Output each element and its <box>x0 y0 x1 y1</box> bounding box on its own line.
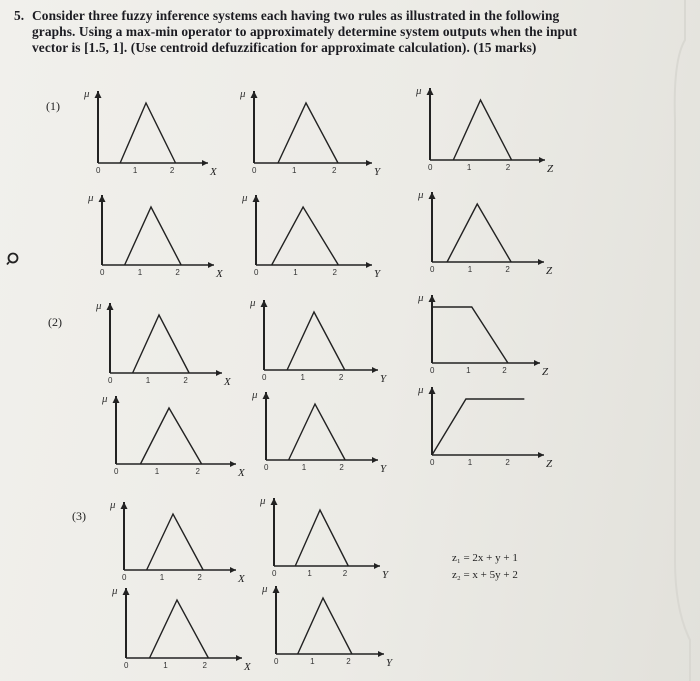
p3-r1-x-mu-label: μ <box>110 499 116 511</box>
p2-r1-z-membership-function <box>432 307 508 363</box>
p3-r2-x-membership-function <box>150 600 209 658</box>
p1-r2-x-mu-label: μ <box>88 192 94 204</box>
p3-r2-x-tick-1: 1 <box>163 661 168 670</box>
p1-r1-z-axis-label: Z <box>547 163 554 175</box>
question-line-3: vector is [1.5, 1]. (Use centroid defuzzification for approximate calculation). (15 marks) <box>32 40 537 55</box>
p1-r2-z-membership-function <box>447 204 511 262</box>
p1-r1-y-x-arrow <box>366 160 372 166</box>
p1-r2-y-tick-2: 2 <box>332 268 337 277</box>
p3-r1-y-membership-function <box>295 510 348 566</box>
p2-r2-x-y-arrow <box>113 396 120 403</box>
p1-r2-y-tick-1: 1 <box>293 268 298 277</box>
p1-r2-y-mu-label: μ <box>242 192 248 204</box>
p1-r1-y-axis-label: Y <box>374 166 381 178</box>
p3-r2-x-tick-2: 2 <box>202 661 207 670</box>
p2-r1-x-tick-1: 1 <box>145 376 151 385</box>
p3-r1-y-tick-1: 1 <box>307 569 312 578</box>
p2-r2-z-tick-2: 2 <box>505 458 510 467</box>
p1-r2-x-axis-label: X <box>216 268 223 280</box>
p1-r1-x-tick-0: 0 <box>96 166 101 175</box>
p1-r1-x-mu-label: μ <box>84 88 90 100</box>
p2-r1-y-tick-2: 2 <box>338 373 344 382</box>
p2-r2-x-tick-2: 2 <box>195 467 200 476</box>
p2-r1-x-tick-0: 0 <box>108 376 113 385</box>
p2-r1-y-y-arrow <box>261 300 268 307</box>
p2-r1-x-mu-label: μ <box>96 300 102 312</box>
p2-r2-x-membership-function <box>140 408 201 464</box>
p2-r2-y-tick-2: 2 <box>339 463 344 472</box>
p2-r2-z-tick-1: 1 <box>467 458 473 467</box>
p2-r2-x-axis-label: X <box>238 467 245 479</box>
p2-r1-y-tick-1: 1 <box>300 373 305 382</box>
p3-r2-x-axis-label: X <box>244 661 251 673</box>
p3-r1-x-tick-0: 0 <box>122 573 127 582</box>
p2-r2-z-tick-0: 0 <box>430 458 435 467</box>
p1-r1-x-axis-label: X <box>210 166 217 178</box>
p2-r1-x-axis-label: X <box>224 376 231 388</box>
p2-r1-x-membership-function <box>133 315 190 373</box>
p3-r2-x-tick-0: 0 <box>124 661 129 670</box>
p2-r1-z-tick-2: 2 <box>502 366 507 375</box>
p3-r1-x-membership-function <box>147 514 204 570</box>
p2-r1-z-x-arrow <box>534 360 540 366</box>
p2-r1-y-tick-0: 0 <box>262 373 267 382</box>
p1-r2-z-x-arrow <box>538 259 544 265</box>
p1-r2-y-tick-0: 0 <box>254 268 259 277</box>
p3-r2-y-axis-label: Y <box>386 657 393 669</box>
p1-r1-z-tick-1: 1 <box>466 163 472 172</box>
p2-r2-z-membership-function <box>432 399 524 455</box>
p2-r2-y-membership-function <box>289 404 346 460</box>
p1-r2-x-tick-2: 2 <box>175 268 180 277</box>
p1-r1-x-tick-2: 2 <box>169 166 175 175</box>
p3-r1-x-x-arrow <box>230 567 236 573</box>
p1-r2-z-axis-label: Z <box>546 265 553 277</box>
p1-r2-x-tick-1: 1 <box>137 268 143 277</box>
p2-r1-z-y-arrow <box>429 295 436 302</box>
p3-r2-x-x-arrow <box>236 655 242 661</box>
p2-r1-y-mu-label: μ <box>250 297 256 309</box>
p2-r1-x-y-arrow <box>107 303 114 310</box>
p1-r1-y-tick-2: 2 <box>332 166 337 175</box>
p2-r2-x-x-arrow <box>230 461 236 467</box>
p2-r2-x-mu-label: μ <box>102 393 108 405</box>
p3-r1-x-tick-1: 1 <box>159 573 165 582</box>
p1-r1-y-membership-function <box>278 103 338 163</box>
question-number: 5. <box>14 8 25 23</box>
p3-r2-y-tick-2: 2 <box>346 657 351 666</box>
p1-r1-z-tick-0: 0 <box>428 163 433 172</box>
p1-r2-y-y-arrow <box>253 195 260 202</box>
p2-r2-x-tick-1: 1 <box>154 467 160 476</box>
question-line-1: Consider three fuzzy inference systems each having two rules as illustrated in the following <box>32 8 560 23</box>
p3-r1-y-tick-2: 2 <box>342 569 348 578</box>
p1-r2-x-y-arrow <box>99 195 106 202</box>
p2-r2-z-mu-label: μ <box>418 384 424 396</box>
p2-r2-y-mu-label: μ <box>252 389 258 401</box>
formula-z2: z₂ = x + 5y + 2 <box>452 569 518 581</box>
p3-r1-y-y-arrow <box>271 498 278 505</box>
p3-r2-y-membership-function <box>298 598 352 654</box>
p3-r2-y-tick-0: 0 <box>274 657 279 666</box>
p2-r1-y-x-arrow <box>372 367 378 373</box>
p2-r2-y-axis-label: Y <box>380 463 387 475</box>
p2-r2-y-x-arrow <box>372 457 378 463</box>
part-label-1: (1) <box>46 99 60 113</box>
p2-r1-z-axis-label: Z <box>542 366 549 378</box>
p2-r1-z-tick-0: 0 <box>430 366 435 375</box>
question-line-2: graphs. Using a max-min operator to approximately determine system outputs when the input <box>32 24 578 39</box>
p1-r2-y-axis-label: Y <box>374 268 381 280</box>
p3-r2-x-mu-label: μ <box>112 585 118 597</box>
part-label-3: (3) <box>72 509 86 523</box>
p1-r2-x-membership-function <box>125 207 182 265</box>
p2-r1-y-axis-label: Y <box>380 373 387 385</box>
p2-r2-z-y-arrow <box>429 387 436 394</box>
p3-r1-y-x-arrow <box>374 563 380 569</box>
p2-r1-x-x-arrow <box>216 370 222 376</box>
p1-r2-y-x-arrow <box>366 262 372 268</box>
p1-r1-x-membership-function <box>120 103 175 163</box>
p1-r1-z-y-arrow <box>427 88 434 95</box>
p1-r1-z-tick-2: 2 <box>505 163 511 172</box>
p2-r2-x-tick-0: 0 <box>114 467 119 476</box>
p2-r2-y-y-arrow <box>263 392 270 399</box>
p3-r1-y-axis-label: Y <box>382 569 389 581</box>
p3-r2-y-x-arrow <box>378 651 384 657</box>
p1-r1-x-tick-1: 1 <box>132 166 138 175</box>
p2-r2-y-tick-1: 1 <box>301 463 307 472</box>
p1-r2-z-tick-1: 1 <box>467 265 473 274</box>
p1-r1-x-y-arrow <box>95 91 102 98</box>
p3-r1-x-y-arrow <box>121 502 128 509</box>
p1-r2-z-tick-0: 0 <box>430 265 435 274</box>
p2-r1-x-tick-2: 2 <box>183 376 188 385</box>
p2-r2-y-tick-0: 0 <box>264 463 269 472</box>
p2-r1-z-mu-label: μ <box>418 292 424 304</box>
p3-r1-y-mu-label: μ <box>260 495 266 507</box>
p2-r2-z-x-arrow <box>538 452 544 458</box>
p1-r1-x-x-arrow <box>202 160 208 166</box>
p1-r1-y-tick-1: 1 <box>292 166 297 175</box>
p1-r2-z-mu-label: μ <box>418 189 424 201</box>
p1-r1-z-x-arrow <box>539 157 545 163</box>
p1-r2-z-tick-2: 2 <box>505 265 510 274</box>
p2-r2-z-axis-label: Z <box>546 458 553 470</box>
p2-r1-y-membership-function <box>287 312 345 370</box>
p1-r2-x-tick-0: 0 <box>100 268 105 277</box>
p3-r1-x-tick-2: 2 <box>197 573 202 582</box>
part-label-2: (2) <box>48 315 62 329</box>
p1-r2-y-membership-function <box>272 207 339 265</box>
p1-r2-z-y-arrow <box>429 192 436 199</box>
p1-r1-y-tick-0: 0 <box>252 166 257 175</box>
p1-r1-y-y-arrow <box>251 91 258 98</box>
p2-r1-z-tick-1: 1 <box>466 366 471 375</box>
p1-r1-y-mu-label: μ <box>240 88 246 100</box>
p3-r2-y-tick-1: 1 <box>310 657 315 666</box>
p1-r1-z-membership-function <box>453 100 511 160</box>
formula-z1: z₁ = 2x + y + 1 <box>452 552 518 564</box>
p3-r2-x-y-arrow <box>123 588 130 595</box>
p1-r2-x-x-arrow <box>208 262 214 268</box>
p3-r2-y-mu-label: μ <box>262 583 268 595</box>
p1-r1-z-mu-label: μ <box>416 85 422 97</box>
p3-r1-x-axis-label: X <box>238 573 245 585</box>
p3-r2-y-y-arrow <box>273 586 280 593</box>
p3-r1-y-tick-0: 0 <box>272 569 277 578</box>
